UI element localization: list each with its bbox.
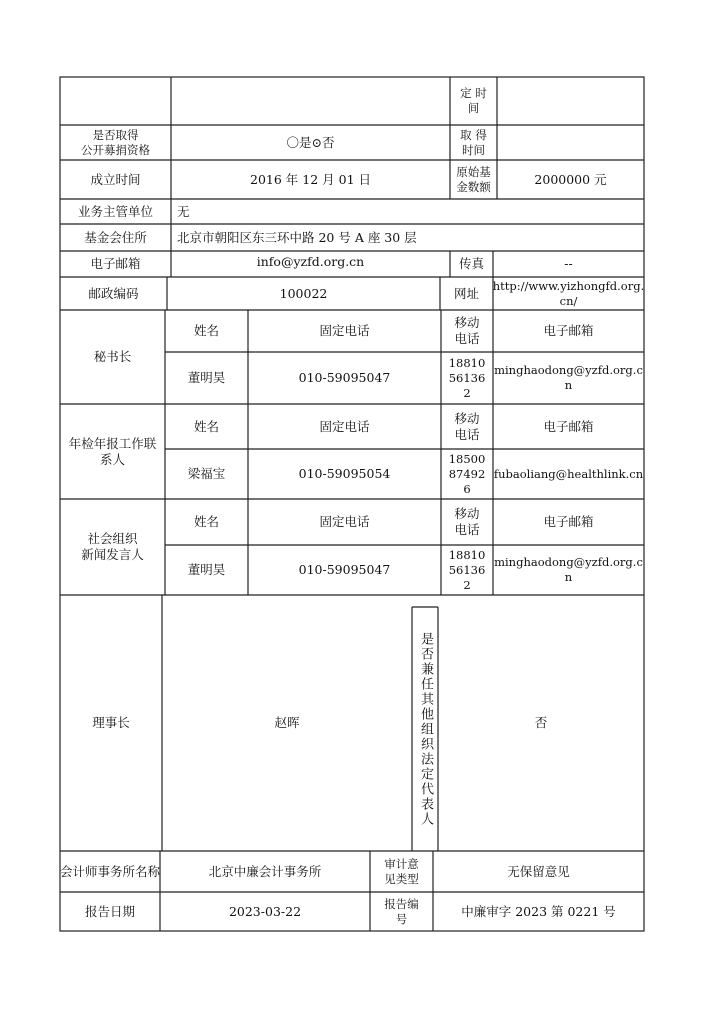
chairman-question-cell [412, 607, 438, 851]
report-number-value: 中廉审字 2023 第 0221 号 [461, 903, 616, 919]
secretary-mobile: 18810 56136 2 [448, 355, 486, 400]
accounting-value: 北京中廉会计事务所 [208, 863, 322, 879]
secretary-mobile-header: 移动 电话 [454, 315, 480, 346]
fax-label: 传真 [458, 256, 484, 271]
accounting-label: 会计师事务所名称 [60, 863, 160, 879]
row1-time-label: 定 时 间 [460, 86, 487, 115]
spokesperson-phone-header: 固定电话 [319, 514, 370, 529]
obtain-time-value [497, 125, 644, 160]
fund-amount-label: 原始基 金数额 [456, 164, 491, 194]
spokesperson-name: 董明昊 [187, 562, 226, 577]
supervisor-label: 业务主管单位 [77, 203, 153, 219]
opinion-type-label: 审计意 见类型 [384, 856, 419, 886]
report-date-value: 2023-03-22 [228, 903, 302, 919]
secretary-email-header: 电子邮箱 [543, 323, 594, 338]
contact-email-header: 电子邮箱 [543, 418, 594, 434]
contact-mobile: 18500 87492 6 [448, 451, 486, 496]
report-date-label: 报告日期 [84, 903, 135, 919]
secretary-name-header: 姓名 [193, 323, 219, 338]
address-value: 北京市朝阳区东三环中路 20 号 A 座 30 层 [177, 229, 417, 245]
chairman-answer: 否 [534, 715, 548, 730]
report-number-label: 报告编 号 [384, 896, 419, 926]
spokesperson-mobile-header: 移动 电话 [454, 506, 480, 537]
contact-email: fubaoliang@healthlink.cn [493, 466, 644, 481]
spokesperson-email-header: 电子邮箱 [543, 514, 594, 529]
secretary-phone: 010-59095047 [298, 370, 391, 385]
obtain-time-label: 取 得 时间 [460, 127, 487, 157]
supervisor-value: 无 [177, 203, 190, 219]
established-value: 2016 年 12 月 01 日 [250, 171, 371, 187]
established-label: 成立时间 [90, 171, 141, 187]
spokesperson-label: 社会组织 新闻发言人 [81, 531, 144, 562]
secretary-label: 秘书长 [93, 349, 132, 364]
fundraising-label: 是否取得 公开募捐资格 [81, 127, 150, 157]
spokesperson-email: minghaodong@yzfd.org.c n [494, 555, 643, 584]
email-value: info@yzfd.org.cn [256, 254, 365, 269]
contact-phone: 010-59095054 [298, 466, 391, 481]
fund-amount-value: 2000000 元 [534, 171, 607, 187]
chairman-question: 是否兼任其他组织法定代表人 [418, 631, 433, 827]
contact-name-header: 姓名 [193, 418, 219, 434]
fundraising-value: 〇是⊙否 [286, 134, 335, 150]
spokesperson-phone: 010-59095047 [298, 562, 391, 577]
website-value: http://www.yizhongfd.org. cn/ [493, 278, 644, 308]
contact-phone-header: 固定电话 [319, 418, 370, 434]
contact-mobile-header: 移动 电话 [454, 410, 480, 442]
spokesperson-name-header: 姓名 [193, 514, 219, 529]
secretary-name: 董明昊 [187, 370, 226, 385]
address-label: 基金会住所 [84, 229, 147, 245]
chairman-label: 理事长 [92, 715, 130, 730]
contact-label: 年检年报工作联 系人 [68, 435, 157, 467]
chairman-name: 赵晖 [274, 715, 300, 730]
contact-name: 梁福宝 [187, 466, 226, 481]
row1-left-blank [60, 77, 171, 125]
postal-label: 邮政编码 [88, 285, 139, 301]
spokesperson-mobile: 18810 56136 2 [448, 547, 486, 592]
email-label: 电子邮箱 [90, 256, 141, 271]
row1-time-value [497, 77, 644, 125]
secretary-email: minghaodong@yzfd.org.c n [494, 363, 643, 392]
opinion-type-value: 无保留意见 [507, 863, 570, 879]
postal-value: 100022 [279, 285, 328, 301]
fax-value: -- [564, 256, 573, 271]
website-label: 网址 [453, 285, 479, 301]
secretary-phone-header: 固定电话 [319, 323, 370, 338]
